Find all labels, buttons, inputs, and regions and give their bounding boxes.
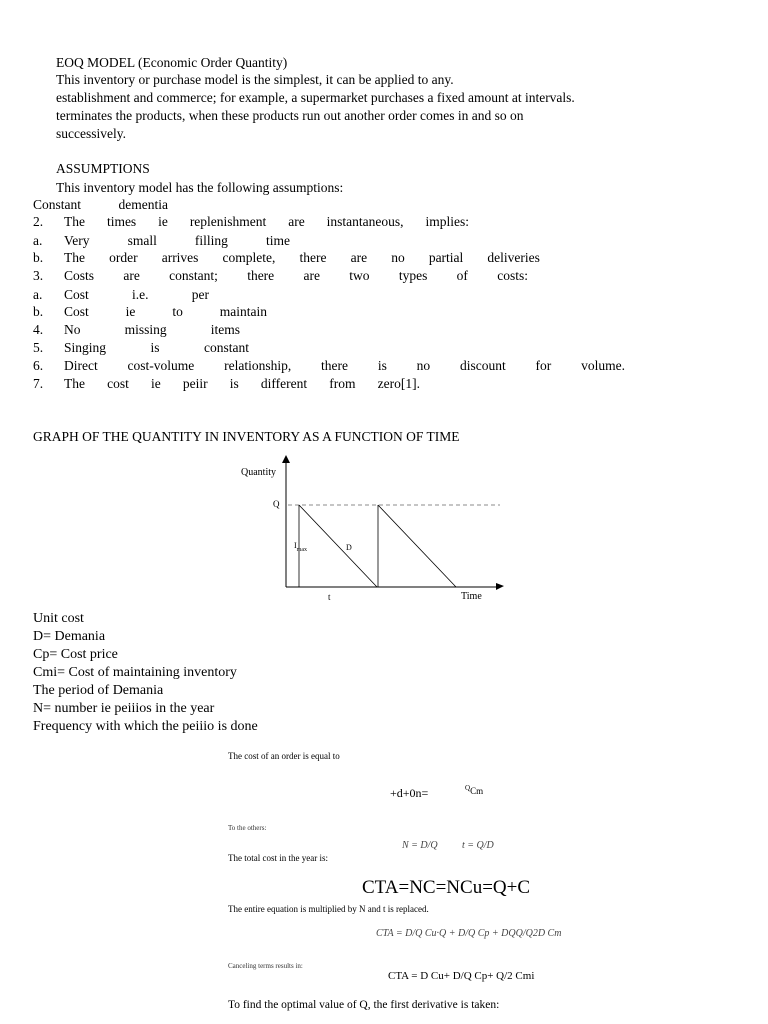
list-item-word: is [150,340,160,355]
list-item-word: constant; [169,268,218,283]
definition-cost-price: Cp= Cost price [33,647,118,662]
intro-line-3: terminates the products, when these products run out another order comes in and so on [56,108,524,123]
list-item-word: Cost [64,287,89,302]
list-item-word: Singing [64,340,107,355]
list-item-word: Very [64,233,90,248]
list-item-text [64,340,249,356]
list-item-word: per [191,287,209,302]
y-axis-label: Quantity [241,467,276,478]
t-label: t [328,592,331,602]
t-equation: t = Q/D [462,840,494,851]
cta-expanded-equation: CTA = D/Q Cu·Q + D/Q Cp + DQQ/Q2D Cm [376,928,562,939]
optimal-label: To find the optimal value of Q, the first derivative is taken: [228,999,500,1011]
list-item-word: Costs [64,268,95,283]
list-item-text [64,214,469,230]
list-item-word: no [416,358,431,373]
list-item-word: of [456,268,468,283]
q-label: Q [273,499,280,509]
list-item-word: from [329,376,356,391]
list-item-number: a. [33,287,43,302]
list-item-word: i.e. [132,287,149,302]
list-item-number: 6. [33,358,44,373]
n-equation: N = D/Q [402,840,438,851]
list-item-word: no [391,250,405,265]
assumptions-title: ASSUMPTIONS [56,161,150,176]
multiply-label: The entire equation is multiplied by N and t is replaced. [228,904,429,914]
list-item-word: filling [194,233,228,248]
list-item-word: there [321,358,349,373]
order-cost-cm: $^Q$Cm [465,784,484,796]
definition-n: N= number ie peiiios in the year [33,701,215,716]
list-item-word: constant [204,340,249,355]
list-item-word: maintain [219,304,267,319]
list-item-word: are [350,250,368,265]
list-item-number: b. [33,250,44,265]
list-item-text [64,250,540,266]
list-item-word: to [172,304,183,319]
list-item-word: is [377,358,387,373]
list-item-word: dementia [118,197,168,212]
inventory-graph [230,450,520,610]
list-item-word: partial [428,250,464,265]
list-item-text [64,358,625,374]
list-item-text [64,304,267,320]
definition-unit-cost: Unit cost [33,611,84,626]
list-item-word: Constant [33,197,82,212]
definition-maintenance: Cmi= Cost of maintaining inventory [33,665,237,680]
list-item-word: complete, [222,250,276,265]
cta-equation: CTA=NC=NCu=Q+C [362,877,531,898]
order-cost-equation: +d+0n= [390,786,429,800]
list-item-word: implies: [425,214,469,229]
list-item-number: a. [33,233,43,248]
list-item-word: different [260,376,308,391]
others-label: To the others: [228,824,267,832]
list-item-word: instantaneous, [326,214,404,229]
total-cost-label: The total cost in the year is: [228,853,328,863]
list-item-word: ie [125,304,136,319]
list-item-word: two [349,268,370,283]
list-item-word: discount [459,358,506,373]
sawtooth-fall-2 [378,505,456,587]
list-item-number: b. [33,304,44,319]
list-item-word: deliveries [487,250,540,265]
list-item-word: The [64,214,85,229]
list-item-word: order [109,250,138,265]
x-axis-label: Time [461,591,482,602]
list-item-word: No [64,322,81,337]
list-item-word: are [303,268,320,283]
x-axis-arrow [496,583,504,590]
list-item-word: there [299,250,327,265]
list-item-word: are [288,214,305,229]
list-item-number: 4. [33,322,44,337]
imax-label: $I_{max}$ [294,541,308,553]
list-item-text [64,233,290,249]
list-item-word: items [210,322,240,337]
graph-title: GRAPH OF THE QUANTITY IN INVENTORY AS A FUNCTION OF TIME [33,429,460,444]
list-item-word: are [123,268,140,283]
list-item-number: 2. [33,214,44,229]
list-item-word: there [247,268,275,283]
list-item-text [64,268,528,284]
list-item-text [33,197,168,213]
y-axis-arrow [282,455,290,463]
list-item-word: types [398,268,428,283]
list-item-word: costs: [497,268,528,283]
sawtooth-fall-1 [299,505,377,587]
list-item-word: missing [124,322,167,337]
list-item-word: small [127,233,157,248]
cancel-label: Canceling terms results in: [228,962,303,970]
list-item-word: volume. [581,358,625,373]
list-item-word: Cost [64,304,89,319]
list-item-word: times [106,214,137,229]
definition-frequency: Frequency with which the peiiio is done [33,719,258,734]
definition-demand: D= Demania [33,629,106,644]
list-item-word: time [265,233,290,248]
intro-line-4: successively. [56,126,126,141]
list-item-word: zero[1]. [377,376,420,391]
list-item-word: The [64,250,85,265]
list-item-number: 5. [33,340,44,355]
document-heading: EOQ MODEL (Economic Order Quantity) [56,55,288,70]
list-item-word: ie [158,214,168,229]
list-item-word: relationship, [224,358,292,373]
list-item-number: 7. [33,376,44,391]
list-item-word: ie [151,376,161,391]
list-item-text [64,287,209,303]
intro-line-1: This inventory or purchase model is the simplest, it can be applied to any. [56,72,454,87]
list-item-word: for [535,358,552,373]
list-item-word: The [64,376,85,391]
definition-period: The period of Demania [33,683,164,698]
list-item-word: peiir [182,376,208,391]
list-item-word: cost [107,376,129,391]
list-item-text [64,322,240,338]
cta-final-equation: CTA = D Cu+ D/Q Cp+ Q/2 Cmi [388,970,535,982]
order-cost-label: The cost of an order is equal to [228,751,340,761]
list-item-word: arrives [161,250,199,265]
list-item-word: Direct [64,358,98,373]
intro-line-2: establishment and commerce; for example, a supermarket purchases a fixed amount at intervals. [56,90,575,105]
list-item-word: replenishment [189,214,267,229]
list-item-word: cost-volume [127,358,195,373]
list-item-word: is [229,376,239,391]
list-item-text [64,376,420,392]
assumptions-intro: This inventory model has the following assumptions: [56,180,344,195]
list-item-number: 3. [33,268,44,283]
d-label: D [346,543,352,552]
